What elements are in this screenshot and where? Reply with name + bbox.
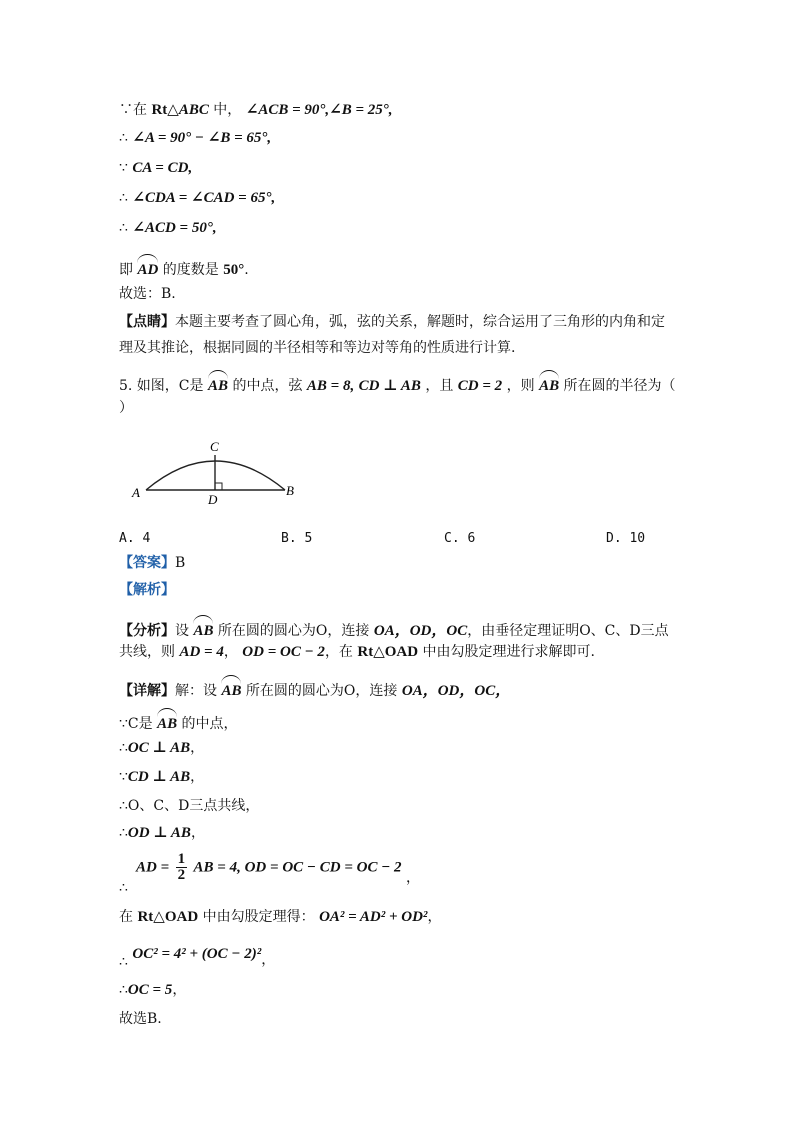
- therefore-symbol: ∴: [119, 825, 128, 841]
- text: 所在圆的圆心为O，连接: [245, 683, 398, 699]
- text: 的中点，: [181, 716, 238, 732]
- question-5-close: ）: [119, 400, 133, 416]
- because-symbol: ∵: [119, 160, 128, 176]
- dianjing-paragraph: [119, 312, 665, 332]
- arc-ad: AD: [137, 256, 158, 280]
- fenxi-paragraph: [119, 617, 669, 641]
- fraction-numerator: 1: [177, 851, 186, 867]
- dianjing-paragraph-cont: 理及其推论，根据同圆的半径相等和等边对等角的性质进行计算.: [119, 340, 516, 356]
- choice-line: 故选：B.: [119, 286, 176, 302]
- therefore-symbol: ∴: [119, 190, 128, 206]
- text: ，在: [324, 644, 353, 660]
- right-angle-mark: [215, 483, 222, 490]
- answer-line: [119, 553, 185, 573]
- math-expression: ∠CDA = ∠CAD = 65°,: [132, 190, 276, 206]
- math-rt: Rt△: [151, 102, 179, 118]
- arc-ab: AB: [208, 372, 228, 396]
- text: ，: [261, 952, 276, 968]
- math-oa-od-oc: OA，OD，OC，: [401, 683, 511, 699]
- math-expression: ∠A = 90° − ∠B = 65°,: [132, 130, 272, 146]
- math-rt-oad: Rt△OAD: [357, 644, 419, 660]
- xiangjie-tag: 【详解】: [119, 683, 175, 699]
- math-expression: OC ⊥ AB: [127, 740, 191, 756]
- step-acd: [119, 218, 217, 238]
- math-ab-8: AB = 8,: [306, 378, 355, 394]
- arc-ab: AB: [221, 677, 241, 701]
- math-abc: ABC: [178, 102, 209, 118]
- text: .: [244, 262, 249, 278]
- because-symbol: ∵: [119, 769, 128, 785]
- label-c: C: [210, 439, 219, 454]
- step-arc-degree: [119, 256, 249, 280]
- text: ，: [190, 740, 205, 756]
- math-expression: ∠ACD = 50°,: [132, 220, 217, 236]
- step-pythagoras: [119, 907, 441, 927]
- degree-value: 50°: [223, 262, 245, 278]
- therefore-symbol: ∴: [119, 954, 128, 970]
- step-collinear: ∴O、C、D三点共线，: [119, 798, 260, 814]
- step-substitute: [119, 944, 276, 970]
- step-result: [119, 980, 186, 1000]
- math-expression: OD ⊥ AB: [127, 825, 191, 841]
- math-expression: AB = 4, OD = OC − CD = OC − 2: [193, 859, 402, 876]
- step-midpoint: [119, 710, 238, 734]
- text: 中由勾股定理进行求解即可.: [422, 644, 595, 660]
- options-row: [119, 529, 679, 549]
- text: 中由勾股定理得：: [202, 909, 315, 925]
- math-expression: ∠ACB = 90°,∠B = 25°,: [245, 102, 393, 118]
- step-oc-perp: [119, 738, 204, 758]
- answer-value: B: [175, 555, 186, 571]
- text: 的度数是: [162, 262, 219, 278]
- arc-ab: AB: [539, 372, 559, 396]
- text: 设: [175, 623, 189, 639]
- math-cd-2: CD = 2: [457, 378, 503, 394]
- answer-tag: 【答案】: [119, 555, 175, 571]
- math-cd-perp-ab: CD ⊥ AB: [358, 378, 421, 394]
- arc-ab: AB: [157, 710, 177, 734]
- therefore-symbol: ∴: [119, 880, 128, 896]
- text: 5. 如图，C是: [119, 378, 204, 394]
- fenxi-paragraph-cont: [119, 642, 595, 662]
- text: ，: [427, 909, 442, 925]
- text: 即: [119, 262, 133, 278]
- text: ，则: [506, 378, 535, 394]
- option-a: A. 4: [119, 531, 151, 546]
- math-ad: AD =: [136, 859, 170, 876]
- therefore-symbol: ∴: [119, 130, 128, 146]
- analysis-heading: [119, 580, 175, 600]
- math-od-oc-2: OD = OC − 2: [242, 644, 325, 660]
- label-b: B: [286, 483, 294, 498]
- text: ，由垂径定理证明O、C、D三点: [467, 623, 669, 639]
- text: 共线，则: [119, 644, 175, 660]
- math-expression: CA = CD,: [132, 160, 193, 176]
- text: ，: [190, 825, 205, 841]
- xiangjie-intro: [119, 677, 510, 701]
- therefore-symbol: ∴: [119, 220, 128, 236]
- fraction-denominator: 2: [177, 867, 186, 883]
- text: ，且: [425, 378, 454, 394]
- text: ，: [223, 644, 238, 660]
- step-angle-a: [119, 128, 271, 148]
- label-a: A: [132, 485, 140, 500]
- math-expression: OA² = AD² + OD²: [319, 909, 428, 925]
- step-cd-perp: [119, 767, 204, 787]
- math-expression: OC² = 4² + (OC − 2)²: [132, 946, 262, 962]
- arc-chord-figure: [128, 436, 308, 508]
- step-ad-od: [136, 851, 421, 886]
- fenxi-tag: 【分析】: [119, 623, 175, 639]
- math-ad-4: AD = 4: [179, 644, 224, 660]
- math-expression: CD ⊥ AB: [127, 769, 191, 785]
- step-given-angles: [119, 100, 393, 120]
- text: 的中点，弦: [232, 378, 303, 394]
- step-cda-cad: [119, 188, 275, 208]
- text: 中，: [213, 102, 242, 118]
- step-od-perp: [119, 823, 205, 843]
- dianjing-tag: 【点睛】: [119, 314, 175, 330]
- final-choice: 故选B.: [119, 1011, 162, 1027]
- option-c: C. 6: [444, 531, 476, 546]
- therefore-symbol: ∴: [119, 740, 128, 756]
- text: 所在圆的圆心为O，连接: [217, 623, 370, 639]
- step-ca-cd: [119, 158, 192, 178]
- text: ，: [172, 982, 187, 998]
- arc-ab: AB: [193, 617, 213, 641]
- question-5: [119, 372, 676, 396]
- label-d: D: [208, 492, 218, 507]
- text: ∵C是: [119, 716, 153, 732]
- text: ∵在: [119, 102, 147, 118]
- option-b: B. 5: [281, 531, 313, 546]
- math-oa-od-oc: OA，OD，OC: [373, 623, 468, 639]
- fraction-half: [176, 852, 188, 883]
- math-rt-oad: Rt△OAD: [137, 909, 199, 925]
- text: 解：设: [175, 683, 217, 699]
- math-expression: OC = 5: [127, 982, 173, 998]
- text: 所在圆的半径为（: [563, 378, 676, 394]
- dianjing-text: 本题主要考查了圆心角，弧，弦的关系，解题时，综合运用了三角形的内角和定: [175, 314, 665, 330]
- text: ，: [406, 869, 421, 886]
- text: 在: [119, 909, 133, 925]
- option-d: D. 10: [606, 531, 646, 546]
- analysis-tag: 【解析】: [119, 582, 175, 598]
- therefore-symbol: ∴: [119, 982, 128, 998]
- text: ，: [190, 769, 205, 785]
